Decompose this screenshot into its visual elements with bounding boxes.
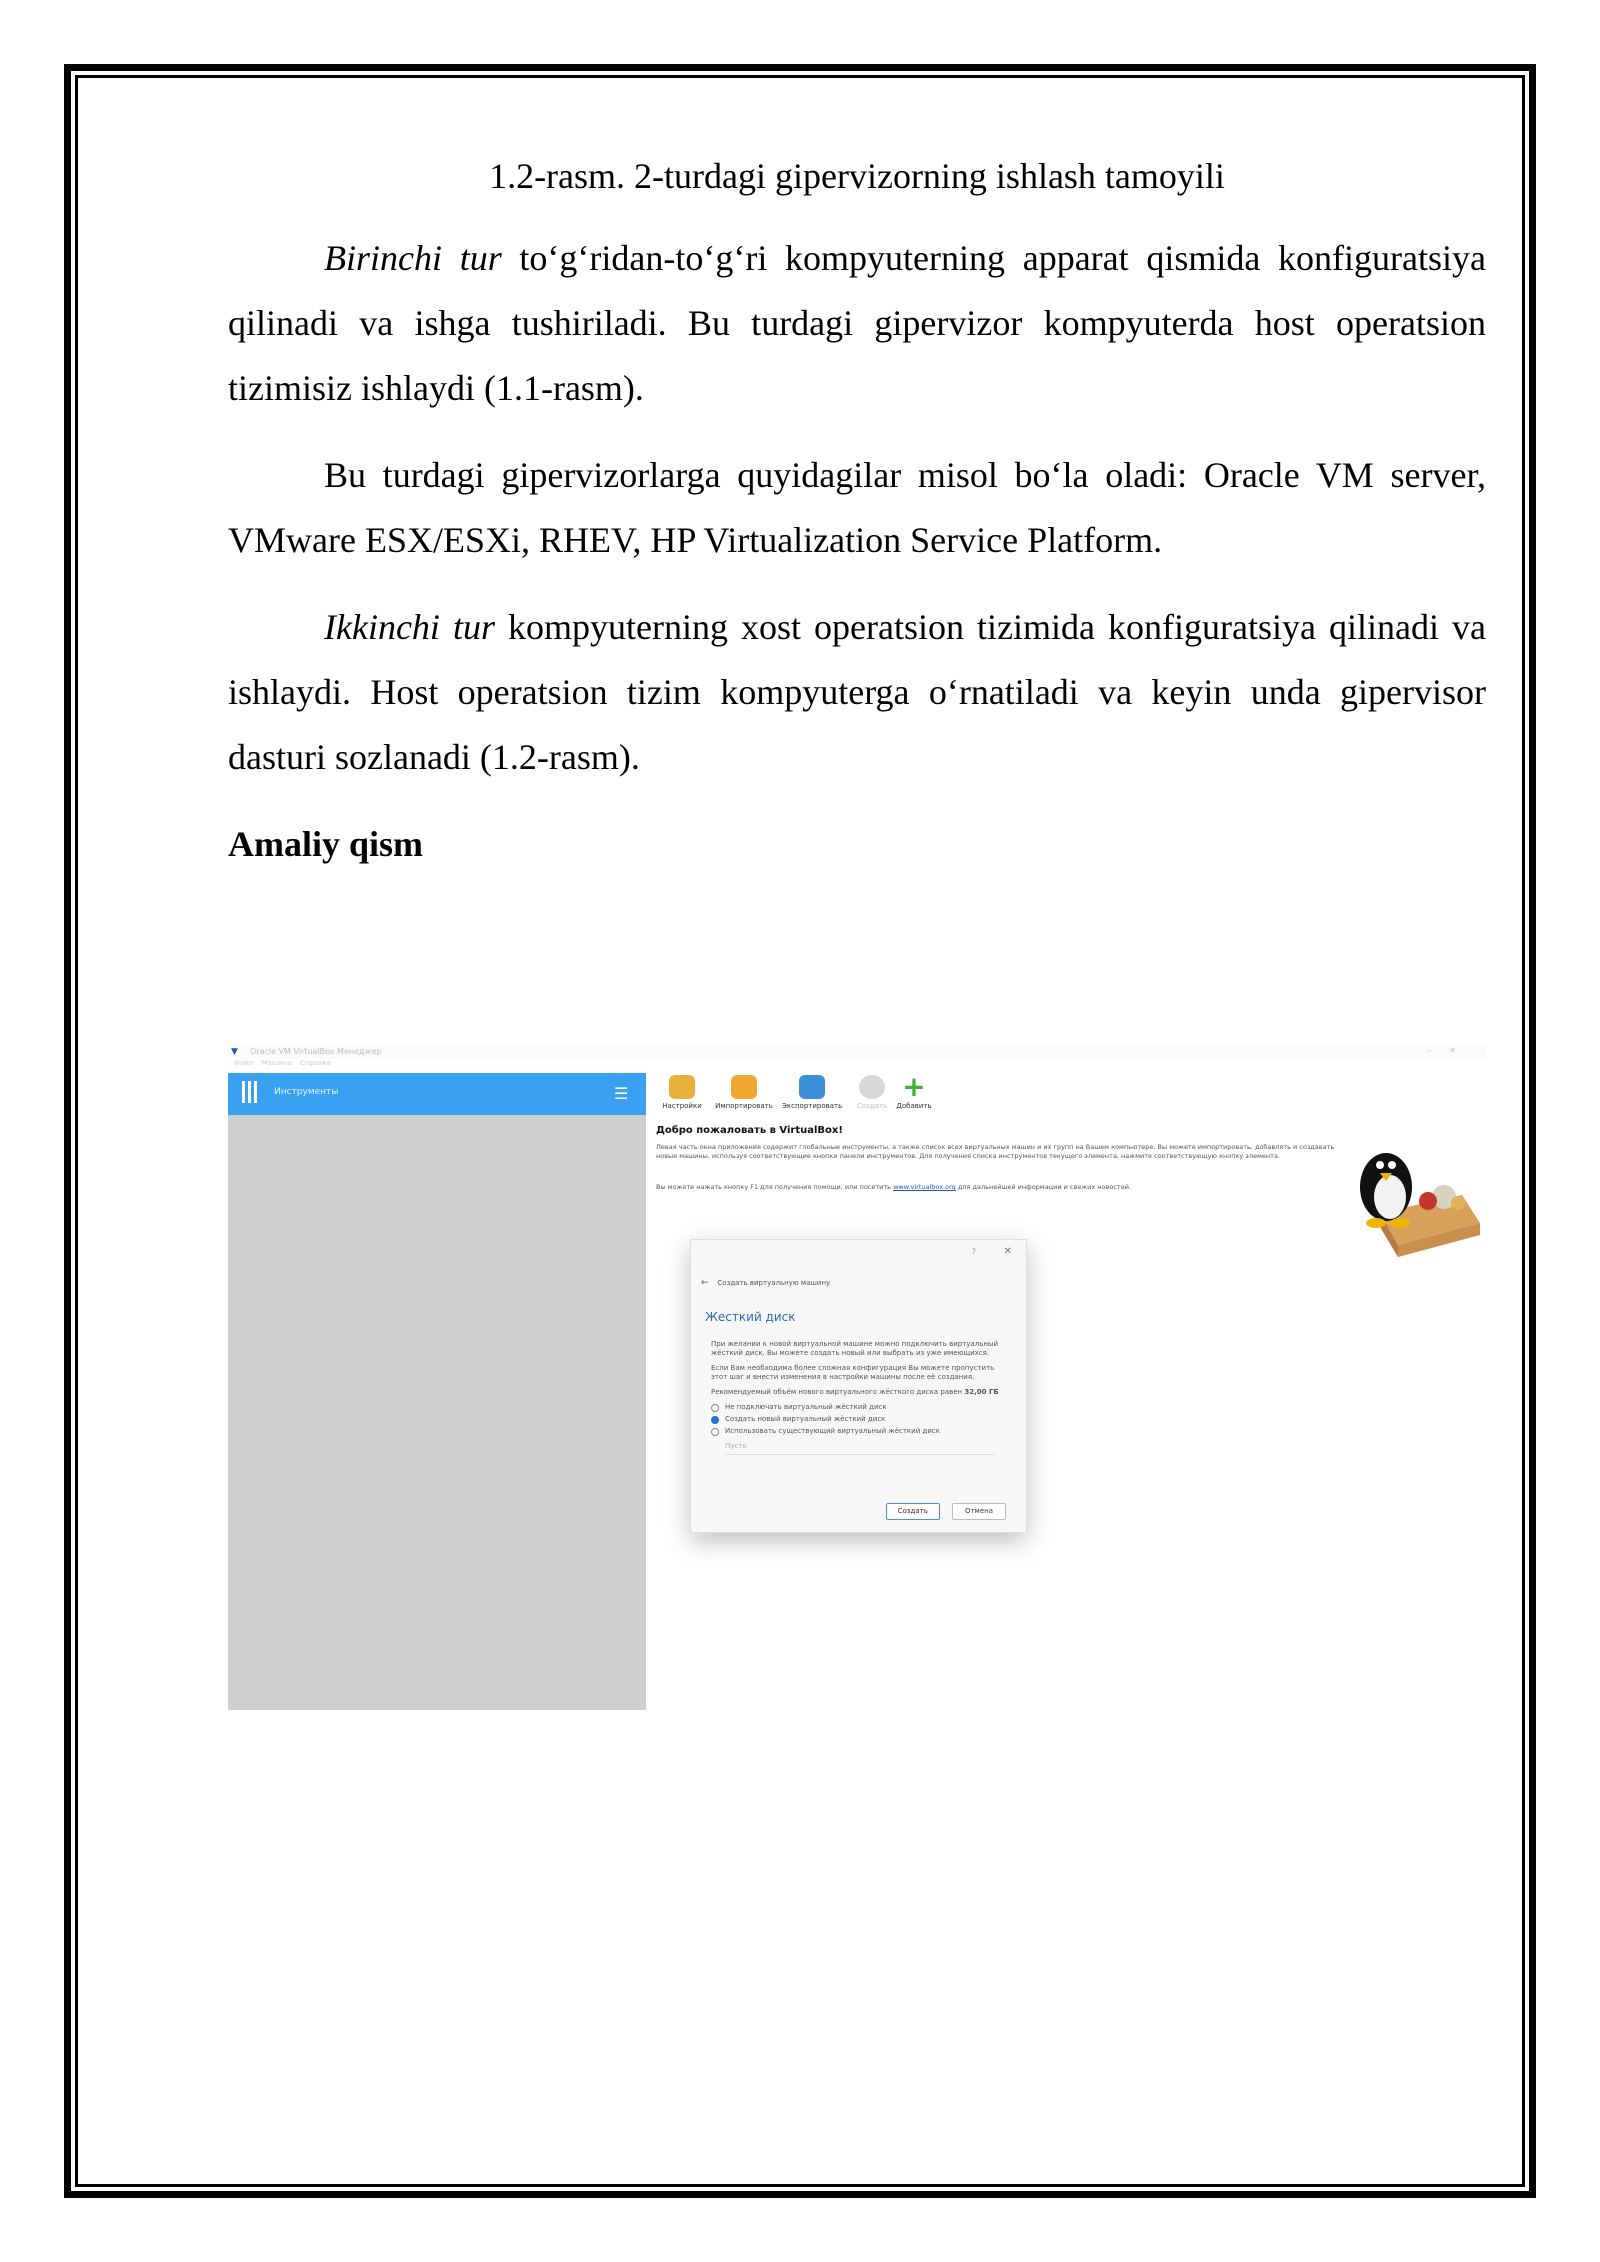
menu-file[interactable]: Файл (234, 1059, 254, 1067)
wizard-text-3 (711, 1388, 1011, 1397)
export-button[interactable] (782, 1075, 842, 1110)
paragraph-3-lead: Ikkinchi tur (324, 607, 495, 647)
export-label: Экспортировать (782, 1102, 843, 1110)
paragraph-1-lead: Birinchi tur (324, 238, 502, 278)
dialog-buttons (876, 1503, 1006, 1520)
cancel-button[interactable]: Отмена (952, 1503, 1006, 1520)
welcome-help-post: для дальнейшей информации и свежих новостей. (957, 1183, 1131, 1191)
create-vm-dialog (690, 1239, 1027, 1533)
add-plus-icon: + (902, 1070, 926, 1103)
radio-label: Создать новый виртуальный жёсткий диск (725, 1415, 886, 1423)
wizard-step-heading: Жесткий диск (705, 1310, 796, 1324)
import-icon (731, 1075, 757, 1099)
radio-button[interactable] (711, 1404, 719, 1412)
settings-label: Настройки (662, 1102, 702, 1110)
export-icon (799, 1075, 825, 1099)
window-controls[interactable]: –✕ (1427, 1046, 1474, 1055)
window-title: Oracle VM VirtualBox Менеджер (250, 1047, 382, 1056)
radio-no-disk[interactable] (711, 1403, 1011, 1412)
close-icon[interactable]: ✕ (1003, 1246, 1012, 1257)
section-heading: Amaliy qism (228, 824, 424, 864)
menu-bar (228, 1059, 1486, 1071)
list-menu-icon[interactable]: ☰ (614, 1084, 629, 1103)
recommended-size-text: Рекомендуемый объём нового виртуального жёсткого диска равен (711, 1388, 963, 1396)
help-icon[interactable]: ? (971, 1247, 976, 1256)
welcome-help-text (656, 1183, 1336, 1191)
paragraph-1-text: to‘g‘ridan-to‘g‘ri kompyuterning apparat qismida konfiguratsiya qilinadi va ishga tushiriladi. Bu turdagi gipervizor kompyuterda host operatsion tizimisiz ishlaydi (1.1-rasm). (228, 238, 1487, 408)
radio-existing-disk[interactable] (711, 1427, 1011, 1436)
create-icon (859, 1075, 885, 1099)
virtualbox-logo-icon: ▼ (231, 1047, 238, 1057)
paragraph-2-text: Bu turdagi gipervizorlarga quyidagilar misol bo‘la oladi: Oracle VM server, VMware ESX/ESXi, RHEV, HP Virtualization Service Platform. (228, 455, 1486, 560)
welcome-help-pre: Вы можете нажать кнопку F1 для получения помощи, или посетить (656, 1183, 892, 1191)
paragraph-2 (228, 443, 1486, 573)
document-body (228, 140, 1486, 877)
settings-icon (669, 1075, 695, 1099)
window-titlebar (228, 1045, 1486, 1059)
recommended-size-value: 32,00 ГБ (964, 1388, 999, 1396)
create-label: Создать (856, 1102, 888, 1110)
figure-caption: 1.2-rasm. 2-turdagi gipervizorning ishlash tamoyili (489, 156, 1225, 196)
disk-file-select[interactable] (725, 1442, 995, 1455)
wizard-text-1: При желании к новой виртуальной машине можно подключить виртуальный жёсткий диск. Вы можете создать новый или выбрать из уже имеющихся. (711, 1340, 998, 1357)
tools-icon (242, 1081, 262, 1105)
paragraph-1 (228, 226, 1486, 421)
sidebar-item-tools[interactable] (228, 1073, 646, 1115)
radio-button[interactable] (711, 1428, 719, 1436)
paragraph-3 (228, 595, 1486, 790)
welcome-title: Добро пожаловать в VirtualBox! (656, 1125, 843, 1136)
wizard-back[interactable] (701, 1278, 830, 1288)
sidebar-item-label: Инструменты (274, 1087, 339, 1097)
import-label: Импортировать (715, 1102, 773, 1110)
settings-button[interactable] (652, 1075, 712, 1110)
radio-label: Использовать существующий виртуальный жёсткий диск (725, 1427, 940, 1435)
arrow-left-icon[interactable]: ← (701, 1278, 709, 1288)
tux-toolbox-mascot-icon (1346, 1131, 1486, 1259)
menu-machine[interactable]: Машина (261, 1059, 292, 1067)
vm-sidebar (228, 1073, 646, 1710)
create-vm-button[interactable]: Создать (886, 1503, 940, 1520)
virtualbox-link[interactable]: www.virtualbox.org (893, 1183, 956, 1191)
add-button[interactable] (884, 1070, 944, 1110)
menu-help[interactable]: Справка (299, 1059, 331, 1067)
import-button[interactable] (714, 1075, 774, 1110)
wizard-body (711, 1340, 1011, 1455)
welcome-text: Левая часть окна приложения содержит глобальные инструменты, а также список всех виртуальных машин и их групп на Вашем компьютере. Вы можете импортировать, добавлять и создавать новые машины, используя соответствующие кнопки панели инструментов. Для получения списка инструментов текущего элемента, нажмите соответствующую кнопку элемента. (656, 1143, 1335, 1160)
disk-file-placeholder: Пусто (725, 1442, 747, 1450)
add-label: Добавить (896, 1102, 932, 1110)
paragraph-3-text: kompyuterning xost operatsion tizimida konfiguratsiya qilinadi va ishlaydi. Host operatsion tizim kompyuterga o‘rnatiladi va keyin unda gipervisor dasturi sozlanadi (1.2-rasm). (228, 607, 1486, 777)
wizard-title: Создать виртуальную машину (717, 1279, 831, 1287)
radio-label: Не подключать виртуальный жёсткий диск (725, 1403, 887, 1411)
wizard-text-2: Если Вам необходима более сложная конфигурация Вы можете пропустить этот шаг и внести изменения в настройки машины после её создания. (711, 1364, 995, 1381)
radio-button-selected[interactable] (711, 1416, 719, 1424)
virtualbox-screenshot (228, 1045, 1486, 1710)
radio-create-disk[interactable] (711, 1415, 1011, 1424)
